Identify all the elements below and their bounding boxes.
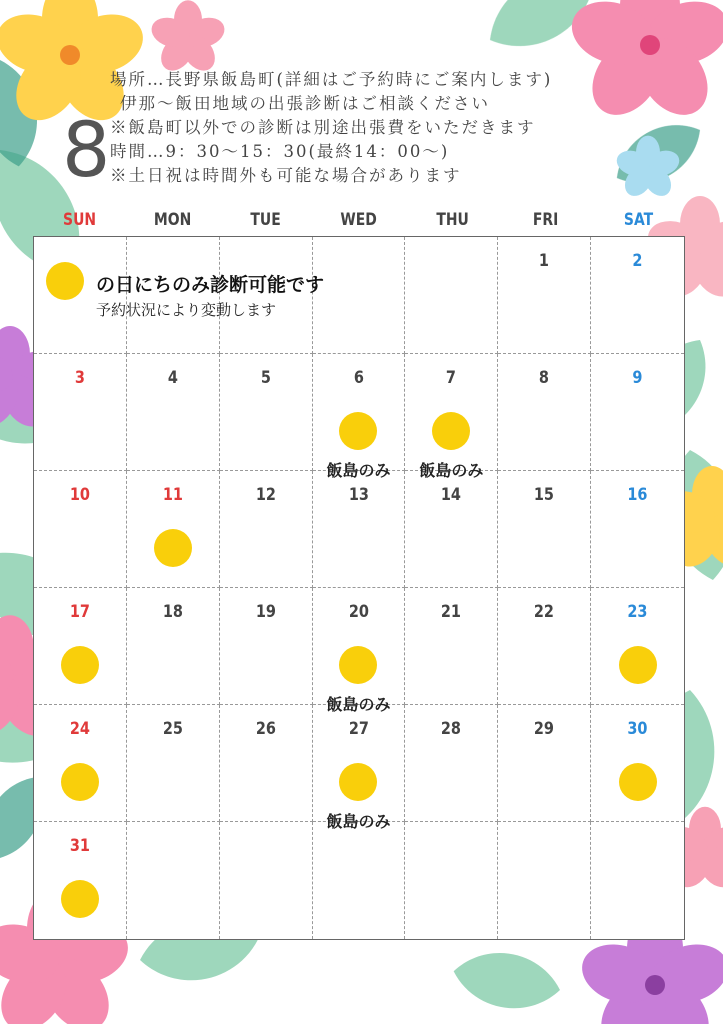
day-number: 9 xyxy=(632,368,643,388)
day-number: 11 xyxy=(162,485,183,505)
info-location: 場所…長野県飯島町(詳細はご予約時にご案内します) xyxy=(110,70,553,89)
available-marker xyxy=(154,529,192,567)
day-number: 20 xyxy=(348,602,369,622)
day-number: 6 xyxy=(353,368,364,388)
info-travel-fee: ※飯島町以外での診断は別途出張費をいただきます xyxy=(110,118,536,137)
day-cell-25 xyxy=(127,705,220,822)
day-cell-19 xyxy=(220,588,313,705)
weekday-sat: SAT xyxy=(623,210,654,230)
available-marker xyxy=(339,646,377,684)
available-marker xyxy=(61,763,99,801)
day-number: 4 xyxy=(167,368,178,388)
day-cell-28 xyxy=(405,705,498,822)
weekday-thu: THU xyxy=(435,210,469,230)
day-cell-22 xyxy=(498,588,591,705)
day-number: 21 xyxy=(441,602,462,622)
day-number: 26 xyxy=(255,719,276,739)
day-number: 29 xyxy=(534,719,555,739)
day-cell-23 xyxy=(591,588,684,705)
day-cell-6 xyxy=(313,354,406,480)
day-cell-17 xyxy=(34,588,127,705)
day-note: 飯島のみ xyxy=(326,461,391,480)
day-number: 25 xyxy=(162,719,183,739)
day-number: 22 xyxy=(534,602,555,622)
info-block xyxy=(110,68,552,188)
day-number: 10 xyxy=(69,485,90,505)
day-number: 24 xyxy=(69,719,90,739)
day-number: 14 xyxy=(441,485,462,505)
day-number: 31 xyxy=(69,836,90,856)
day-cell-3 xyxy=(34,354,127,471)
day-cell-10 xyxy=(34,471,127,588)
month-number: 8 xyxy=(62,105,109,194)
day-cell-11 xyxy=(127,471,220,588)
day-number: 8 xyxy=(539,368,550,388)
weekday-header xyxy=(33,210,685,232)
day-number: 17 xyxy=(69,602,90,622)
weekday-tue: TUE xyxy=(250,210,282,230)
day-cell-21 xyxy=(405,588,498,705)
day-cell-2 xyxy=(591,237,684,354)
empty-cell xyxy=(313,822,406,939)
day-cell-16 xyxy=(591,471,684,588)
day-number: 1 xyxy=(539,251,550,271)
day-cell-14 xyxy=(405,471,498,588)
day-cell-30 xyxy=(591,705,684,822)
day-number: 13 xyxy=(348,485,369,505)
weekday-sun: SUN xyxy=(63,210,97,230)
day-cell-5 xyxy=(220,354,313,471)
day-number: 16 xyxy=(627,485,648,505)
day-cell-8 xyxy=(498,354,591,471)
available-marker xyxy=(61,880,99,918)
day-cell-7 xyxy=(405,354,498,480)
weekday-mon: MON xyxy=(154,210,192,230)
day-cell-13 xyxy=(313,471,406,588)
empty-cell xyxy=(405,822,498,939)
day-cell-1 xyxy=(498,237,591,354)
weekday-fri: FRI xyxy=(532,210,558,230)
day-cell-24 xyxy=(34,705,127,822)
day-number: 28 xyxy=(441,719,462,739)
legend-line1: の日にちのみ診断可能です xyxy=(96,274,325,296)
day-number: 18 xyxy=(162,602,183,622)
available-marker xyxy=(619,763,657,801)
day-cell-26 xyxy=(220,705,313,822)
day-number: 19 xyxy=(255,602,276,622)
day-number: 27 xyxy=(348,719,369,739)
day-number: 3 xyxy=(74,368,85,388)
available-marker xyxy=(339,763,377,801)
legend-marker xyxy=(46,262,84,300)
day-number: 5 xyxy=(260,368,271,388)
day-number: 15 xyxy=(534,485,555,505)
day-cell-12 xyxy=(220,471,313,588)
empty-cell xyxy=(498,822,591,939)
available-marker xyxy=(339,412,377,450)
day-note: 飯島のみ xyxy=(326,812,391,831)
empty-cell xyxy=(127,822,220,939)
info-hours: 時間…9：30～15：30(最終14：00～) xyxy=(110,142,450,161)
day-note: 飯島のみ xyxy=(326,695,391,714)
available-marker xyxy=(619,646,657,684)
day-cell-31 xyxy=(34,822,127,939)
day-number: 12 xyxy=(255,485,276,505)
day-cell-20 xyxy=(313,588,406,714)
info-area: 伊那～飯田地域の出張診断はご相談ください xyxy=(120,94,490,113)
day-number: 23 xyxy=(627,602,648,622)
day-number: 7 xyxy=(446,368,457,388)
day-cell-29 xyxy=(498,705,591,822)
info-weekend: ※土日祝は時間外も可能な場合があります xyxy=(110,166,462,185)
available-marker xyxy=(432,412,470,450)
day-cell-15 xyxy=(498,471,591,588)
day-number: 2 xyxy=(632,251,643,271)
day-note: 飯島のみ xyxy=(419,461,484,480)
day-number: 30 xyxy=(627,719,648,739)
available-marker xyxy=(61,646,99,684)
day-cell-18 xyxy=(127,588,220,705)
empty-cell xyxy=(220,822,313,939)
legend xyxy=(46,262,446,342)
day-cell-4 xyxy=(127,354,220,471)
legend-line2: 予約状況により変動します xyxy=(96,301,277,319)
weekday-wed: WED xyxy=(340,210,378,230)
day-cell-9 xyxy=(591,354,684,471)
day-cell-27 xyxy=(313,705,406,831)
empty-cell xyxy=(591,822,684,939)
